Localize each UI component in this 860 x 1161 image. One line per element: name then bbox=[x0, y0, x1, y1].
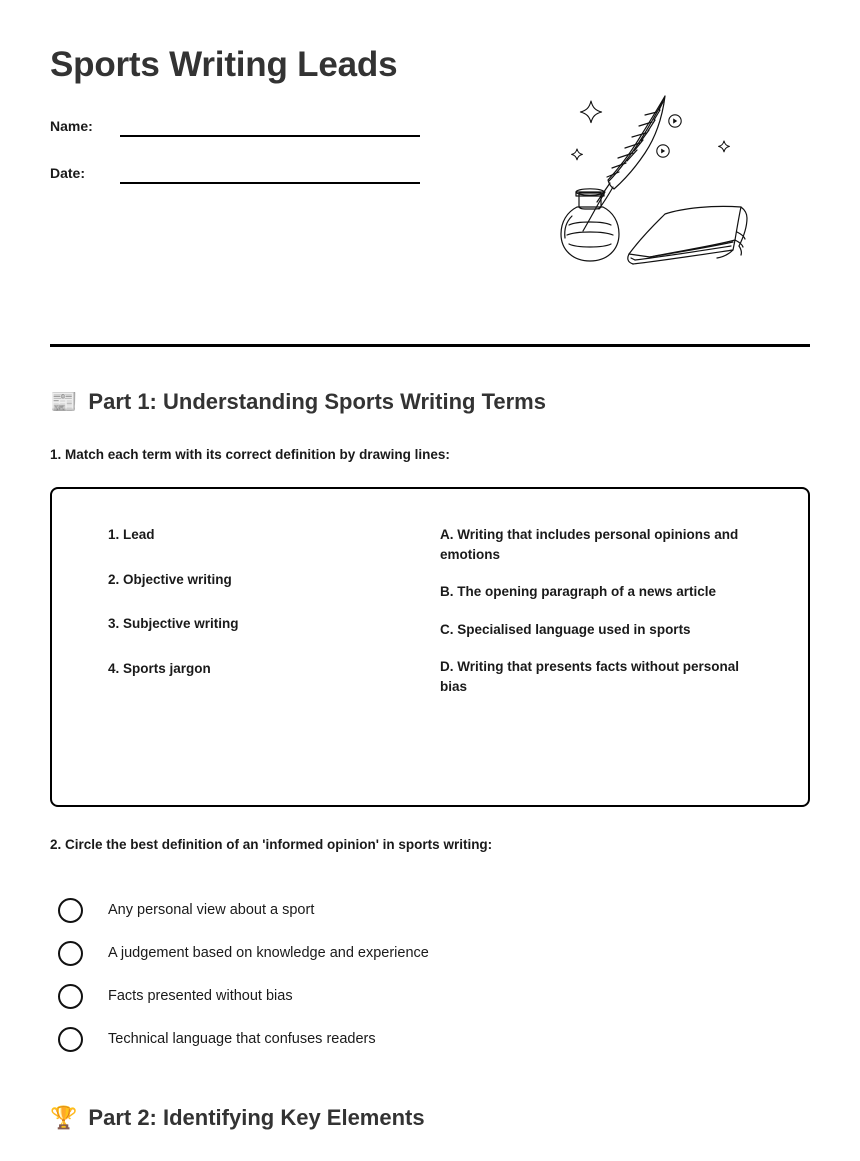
matching-term-item[interactable]: 4. Sports jargon bbox=[108, 660, 211, 676]
question-2-options bbox=[58, 895, 758, 1054]
option-label: Technical language that confuses readers bbox=[108, 1031, 376, 1047]
matching-term-item[interactable]: 3. Subjective writing bbox=[108, 616, 239, 632]
matching-definitions-column bbox=[430, 525, 778, 805]
matching-term-item[interactable]: 2. Objective writing bbox=[108, 571, 232, 587]
horizontal-divider bbox=[50, 344, 810, 347]
inkwell-icon bbox=[561, 189, 619, 261]
matching-exercise-box[interactable] bbox=[50, 487, 810, 807]
date-field-input-line[interactable] bbox=[120, 182, 420, 184]
quill-feather-icon bbox=[583, 96, 665, 231]
option-label: Facts presented without bias bbox=[108, 988, 293, 1004]
option-label: A judgement based on knowledge and experience bbox=[108, 945, 429, 961]
sparkle-icon bbox=[580, 101, 601, 123]
option-circle-icon[interactable] bbox=[58, 898, 83, 923]
option-row[interactable] bbox=[58, 981, 758, 1011]
section-heading-part-2-label: Part 2: Identifying Key Elements bbox=[88, 1105, 425, 1130]
option-label: Any personal view about a sport bbox=[108, 902, 315, 918]
newspaper-icon: 📰 bbox=[50, 389, 78, 414]
matching-terms-column bbox=[82, 525, 430, 805]
question-1-prompt: 1. Match each term with its correct definition by drawing lines: bbox=[50, 447, 450, 462]
paper-stack-icon bbox=[628, 206, 747, 264]
page-title: Sports Writing Leads bbox=[50, 45, 398, 84]
trophy-icon: 🏆 bbox=[50, 1105, 78, 1130]
option-circle-icon[interactable] bbox=[58, 984, 83, 1009]
circle-dot-icon-1 bbox=[669, 115, 681, 127]
sparkle-small-icon bbox=[572, 149, 583, 160]
matching-definition-item[interactable]: D. Writing that presents facts without personal bias bbox=[440, 659, 740, 694]
matching-definition-item[interactable]: B. The opening paragraph of a news article bbox=[440, 584, 717, 600]
section-heading-part-1-label: Part 1: Understanding Sports Writing Terms bbox=[88, 389, 546, 414]
section-heading-part-2 bbox=[50, 1105, 425, 1131]
option-row[interactable] bbox=[58, 1024, 758, 1054]
question-2-prompt: 2. Circle the best definition of an 'informed opinion' in sports writing: bbox=[50, 837, 493, 852]
matching-term-item[interactable]: 1. Lead bbox=[108, 527, 155, 542]
option-circle-icon[interactable] bbox=[58, 1027, 83, 1052]
matching-definition-item[interactable]: A. Writing that includes personal opinions and emotions bbox=[440, 527, 739, 562]
option-circle-icon[interactable] bbox=[58, 941, 83, 966]
section-heading-part-1 bbox=[50, 389, 546, 415]
name-field-input-line[interactable] bbox=[120, 135, 420, 137]
sparkle-right-icon bbox=[719, 141, 730, 152]
circle-dot-icon-2 bbox=[657, 145, 669, 157]
option-row[interactable] bbox=[58, 938, 758, 968]
name-field-label: Name: bbox=[50, 118, 93, 134]
option-row[interactable] bbox=[58, 895, 758, 925]
matching-definition-item[interactable]: C. Specialised language used in sports bbox=[440, 621, 691, 637]
quill-inkwell-paper-illustration bbox=[553, 88, 768, 276]
date-field-label: Date: bbox=[50, 165, 86, 181]
